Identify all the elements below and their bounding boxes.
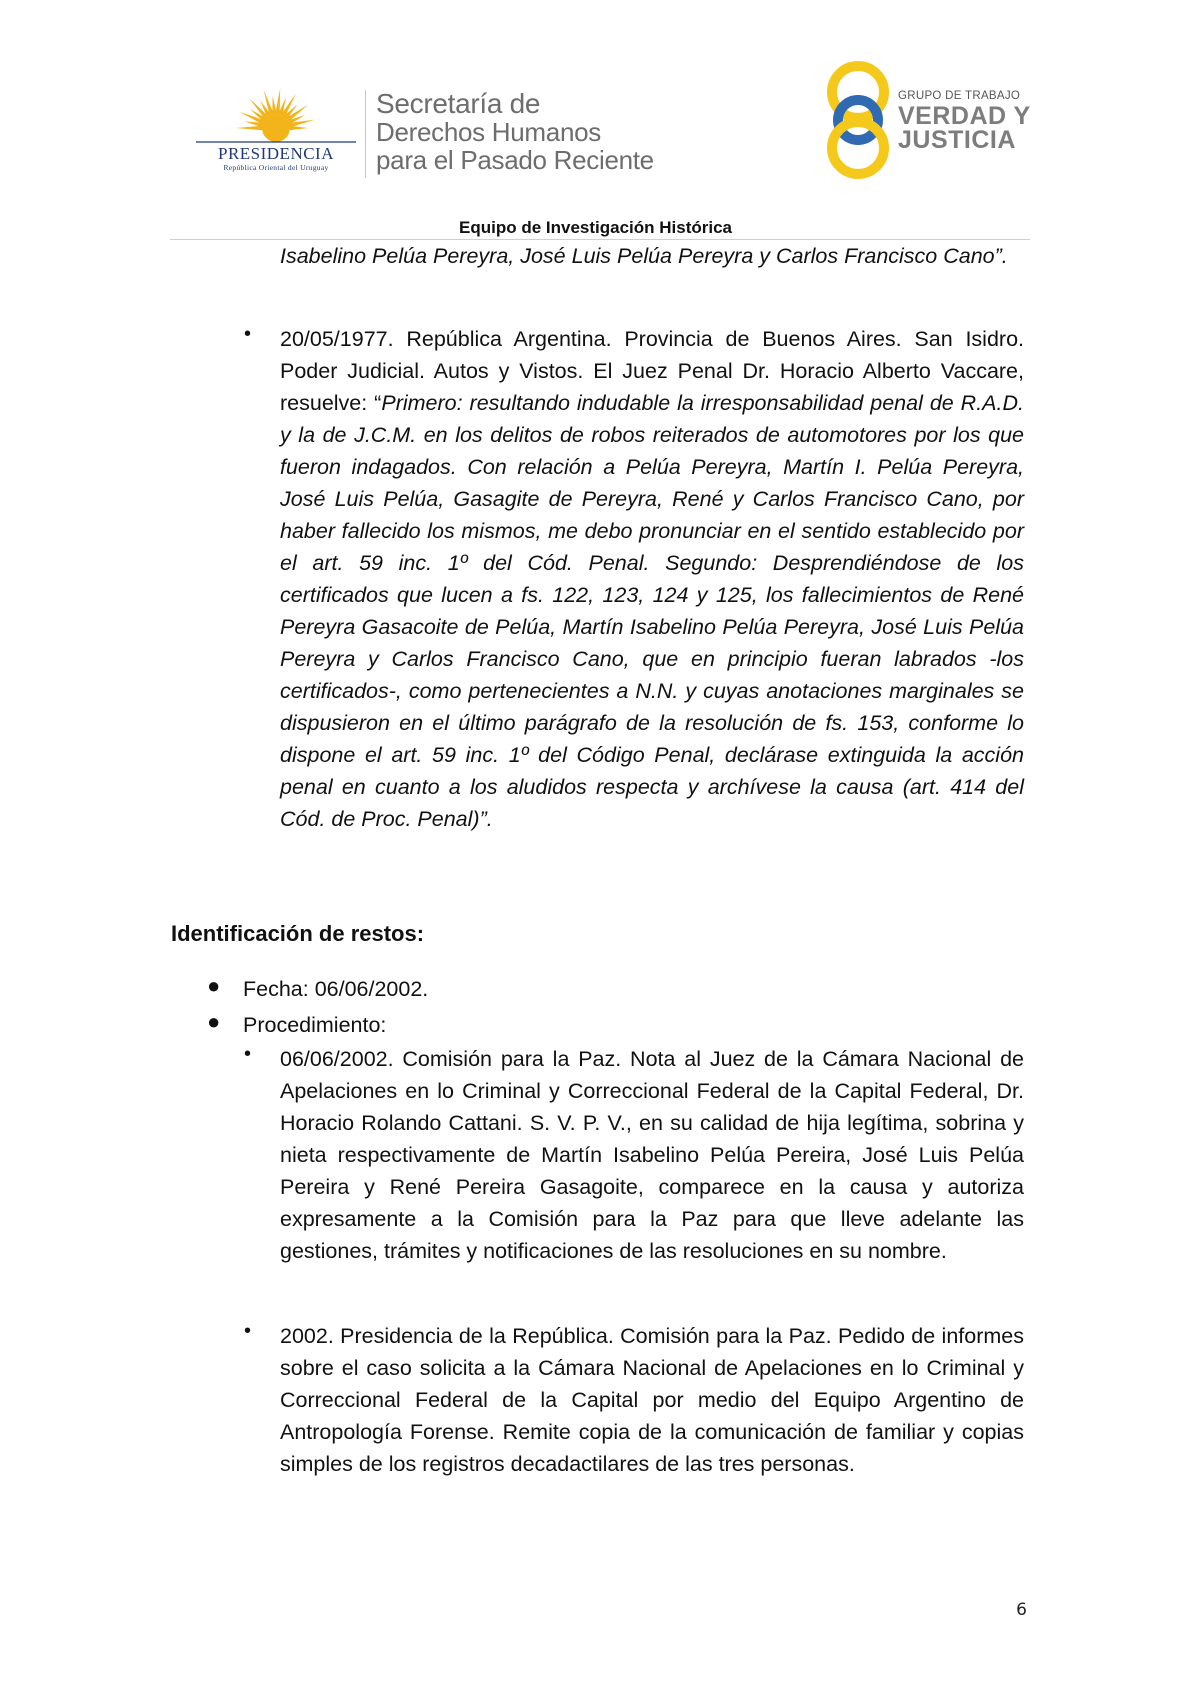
secretaria-line-2: Derechos Humanos xyxy=(376,117,601,147)
secretaria-line-3: para el Pasado Reciente xyxy=(376,145,654,175)
secretaria-logo-text xyxy=(376,90,654,174)
bullet-marker: • xyxy=(244,323,252,345)
procedure-bullet-1: 06/06/2002. Comisión para la Paz. Nota al Juez de la Cámara Nacional de Apelaciones en lo Criminal y Correccional Federal de la Capital Federal, Dr. Horacio Rolando Cattani. S. V. P. V., en su calidad de hija legítima, sobrina y nieta respectivamente de Martín Isabelino Pelúa Pereira, José Luis Pelúa Pereira y René Pereira Gasagoite, comparece en la causa y autoriza expresamente a la Comisión para la Paz para que lleve adelante las gestiones, trámites y notificaciones de las resoluciones en su nombre. xyxy=(280,1047,1024,1263)
procedure-bullet-2: 2002. Presidencia de la República. Comisión para la Paz. Pedido de informes sobre el caso solicita a la Cámara Nacional de Apelaciones en lo Criminal y Correccional Federal de la Capital por medio del Equipo Argentino de Antropología Forense. Remite copia de la comunicación de familiar y copias simples de los registros decadactilares de las tres personas. xyxy=(280,1324,1024,1476)
presidencia-subtitle: República Oriental del Uruguay xyxy=(223,163,329,172)
sun-ray xyxy=(236,126,262,130)
header-divider xyxy=(365,90,366,178)
gtvj-title-line-1: VERDAD Y xyxy=(898,102,1031,130)
presidencia-title: PRESIDENCIA xyxy=(217,144,334,163)
continuation-paragraph: Isabelino Pelúa Pereyra, José Luis Pelúa Pereyra y Carlos Francisco Cano”. xyxy=(280,244,1008,268)
page-number: 6 xyxy=(1016,1600,1027,1620)
page-header xyxy=(0,0,1191,237)
list-item-procedimiento: Procedimiento: xyxy=(243,1013,387,1037)
bullet-1977-quote: Primero: resultando indudable la irresponsabilidad penal de R.A.D. y la de J.C.M. en los delitos de robos reiterados de automotores por los que fueron indagados. Con relación a Pelúa Pereyra, Martín I. Pelúa Pereyra, José Luis Pelúa, Gasagite de Pereyra, René y Carlos Francisco Cano, por haber fallecido los mismos, me debo pronunciar en el sentido establecido por el art. 59 inc. 1º del Cód. Penal. Segundo: Desprendiéndose de los certificados que lucen a fs. 122, 123, 124 y 125, los fallecimientos de René Pereyra Gasacoite de Pelúa, Martín Isabelino Pelúa Pereyra, José Luis Pelúa Pereyra y Carlos Francisco Cano, que en principio fueran labrados -los certificados-, como pertenecientes a N.N. y cuyas anotaciones marginales se dispusieron en el último parágrafo de la resolución de fs. 153, conforme lo dispone el art. 59 inc. 1º del Código Penal, declárase extinguida la acción penal en cuanto a los aludidos respecta y archívese la causa (art. 414 del Cód. de Proc. Penal)”. xyxy=(280,391,1024,831)
section-heading: Identificación de restos: xyxy=(171,921,425,946)
list-bullet-icon: ● xyxy=(207,1009,221,1034)
gtvj-title xyxy=(898,104,1031,152)
list-bullet-icon: ● xyxy=(207,973,221,998)
gtvj-title-line-2: JUSTICIA xyxy=(898,126,1016,154)
bullet-1977-lead: 20/05/1977. República Argentina. Provincia de Buenos Aires. San Isidro. Poder Judicial. Autos y Vistos. El Juez Penal Dr. Horacio Alberto Vaccare, resuelve: “ xyxy=(280,327,1024,415)
verdad-justicia-rings-icon xyxy=(822,58,894,180)
gtvj-small-label: GRUPO DE TRABAJO xyxy=(898,90,1021,102)
sun-ray xyxy=(275,88,280,114)
sun-disc xyxy=(262,114,290,142)
bullet-marker: • xyxy=(244,1043,252,1065)
team-title: Equipo de Investigación Histórica xyxy=(459,218,732,237)
bullet-marker: • xyxy=(244,1320,252,1342)
secretaria-line-1: Secretaría de xyxy=(376,88,541,119)
list-item-fecha: Fecha: 06/06/2002. xyxy=(243,977,429,1001)
sun-ray xyxy=(290,126,308,130)
bullet-1977-paragraph xyxy=(280,323,1024,835)
